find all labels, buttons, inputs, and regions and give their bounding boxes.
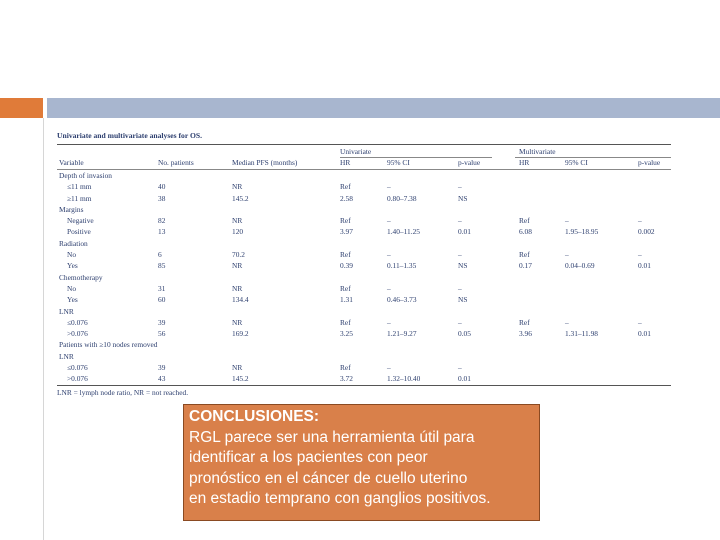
table-row xyxy=(57,238,671,249)
row-label: >0.076 xyxy=(67,374,88,384)
row-label: No xyxy=(67,283,77,293)
table-cell: 2.58 xyxy=(340,193,353,203)
table-cell: – xyxy=(458,317,462,327)
table-cell: 6.08 xyxy=(519,227,532,237)
table-cell: NR xyxy=(232,261,243,271)
table-cell: 56 xyxy=(158,329,166,339)
table-cell: – xyxy=(387,250,391,260)
table-row xyxy=(57,339,671,350)
column-header: p-value xyxy=(638,158,661,167)
table-row xyxy=(57,215,671,226)
table-cell: NR xyxy=(232,283,243,293)
table-cell: – xyxy=(458,363,462,373)
slide-accent-blue-bar xyxy=(47,98,720,118)
table-row xyxy=(57,226,671,237)
table-cell: 0.39 xyxy=(340,261,353,271)
table-caption: Univariate and multivariate analyses for OS. xyxy=(57,131,202,140)
conclusion-line: pronóstico en el cáncer de cuello uterino xyxy=(189,469,468,487)
table-cell: NS xyxy=(458,261,468,271)
univariate-header: Univariate xyxy=(340,147,372,156)
table-cell: – xyxy=(387,317,391,327)
table-cell: 1.21–9.27 xyxy=(387,329,417,339)
table-cell: – xyxy=(387,182,391,192)
table-cell: – xyxy=(458,216,462,226)
table-cell: – xyxy=(638,317,642,327)
row-label: Radiation xyxy=(59,238,88,248)
column-header: Median PFS (months) xyxy=(232,158,298,167)
table-row xyxy=(57,260,671,271)
table-cell: – xyxy=(638,250,642,260)
table-cell: – xyxy=(458,283,462,293)
table-row xyxy=(57,181,671,192)
conclusion-box xyxy=(183,404,540,521)
table-cell: 39 xyxy=(158,363,166,373)
column-header: p-value xyxy=(458,158,481,167)
slide-accent-orange-block xyxy=(0,98,43,118)
row-label: LNR xyxy=(59,306,74,316)
row-label: >0.076 xyxy=(67,329,88,339)
table-row xyxy=(57,272,671,283)
row-label: Margins xyxy=(59,204,84,214)
table-body xyxy=(57,170,671,385)
table-cell: 3.72 xyxy=(340,374,353,384)
table-cell: 0.01 xyxy=(458,374,471,384)
table-cell: 1.31–11.98 xyxy=(565,329,598,339)
table-cell: NS xyxy=(458,295,468,305)
table-footnote: LNR = lymph node ratio, NR = not reached. xyxy=(57,387,189,397)
table-cell: 0.01 xyxy=(638,329,651,339)
table-cell: 120 xyxy=(232,227,244,237)
table-column-headers xyxy=(57,157,671,169)
table-cell: – xyxy=(458,182,462,192)
row-label: Positive xyxy=(67,227,91,237)
table-cell: 0.05 xyxy=(458,329,471,339)
table-cell: – xyxy=(565,216,569,226)
row-label: Yes xyxy=(67,295,78,305)
conclusion-line: en estadio temprano con ganglios positivos. xyxy=(189,490,491,507)
table-row xyxy=(57,294,671,305)
table-row xyxy=(57,351,671,362)
table-cell: NR xyxy=(232,317,243,327)
table-cell: NR xyxy=(232,182,243,192)
row-label: Patients with ≥10 nodes removed xyxy=(59,340,158,350)
column-header: 95% CI xyxy=(387,158,410,167)
table-cell: NR xyxy=(232,216,243,226)
table-cell: 169.2 xyxy=(232,329,249,339)
table-cell: 1.32–10.40 xyxy=(387,374,421,384)
table-row xyxy=(57,373,671,384)
table-cell: 0.46–3.73 xyxy=(387,295,417,305)
conclusion-line: RGL parece ser una herramienta útil para xyxy=(189,428,475,446)
table-cell: 0.01 xyxy=(458,227,471,237)
slide-accent-vertical-line xyxy=(43,118,44,540)
row-label: No xyxy=(67,250,77,260)
table-row xyxy=(57,170,671,181)
table-cell: NS xyxy=(458,193,468,203)
table-cell: 3.25 xyxy=(340,329,353,339)
table-cell: Ref xyxy=(519,216,530,226)
table-cell: Ref xyxy=(340,182,351,192)
table-cell: Ref xyxy=(340,317,351,327)
table-cell: NR xyxy=(232,363,243,373)
table-row xyxy=(57,306,671,317)
table-cell: Ref xyxy=(340,250,351,260)
row-label: LNR xyxy=(59,351,74,361)
row-label: Depth of invasion xyxy=(59,171,112,180)
row-label: ≥11 mm xyxy=(67,193,92,203)
column-header: No. patients xyxy=(158,158,194,167)
table-cell: – xyxy=(387,283,391,293)
table-cell: 6 xyxy=(158,250,162,260)
column-header: HR xyxy=(340,158,351,167)
table-cell: 0.01 xyxy=(638,261,651,271)
column-header: HR xyxy=(519,158,530,167)
table-row xyxy=(57,317,671,328)
row-label: Negative xyxy=(67,216,94,226)
table-cell: Ref xyxy=(340,216,351,226)
table-cell: Ref xyxy=(340,283,351,293)
table-cell: 82 xyxy=(158,216,166,226)
row-label: Chemotherapy xyxy=(59,272,103,282)
table-cell: 1.95–18.95 xyxy=(565,227,599,237)
table-cell: 38 xyxy=(158,193,166,203)
table-cell: 70.2 xyxy=(232,250,245,260)
table-cell: Ref xyxy=(519,250,530,260)
row-label: ≤0.076 xyxy=(67,317,88,327)
table-cell: 145.2 xyxy=(232,374,249,384)
table-cell: 0.11–1.35 xyxy=(387,261,417,271)
row-label: Yes xyxy=(67,261,78,271)
table-cell: 43 xyxy=(158,374,166,384)
table-cell: 13 xyxy=(158,227,166,237)
table-cell: – xyxy=(638,216,642,226)
table-group-header xyxy=(57,145,671,157)
table-row xyxy=(57,283,671,294)
table-cell: – xyxy=(565,317,569,327)
row-label: ≤0.076 xyxy=(67,363,88,373)
table-cell: 3.97 xyxy=(340,227,353,237)
table-cell: Ref xyxy=(519,317,530,327)
table-cell: – xyxy=(387,363,391,373)
table-cell: 145.2 xyxy=(232,193,249,203)
table-cell: 1.31 xyxy=(340,295,353,305)
table-cell: 134.4 xyxy=(232,295,249,305)
os-analysis-table xyxy=(57,131,671,398)
table-row xyxy=(57,249,671,260)
row-label: ≤11 mm xyxy=(67,182,92,192)
table-row xyxy=(57,362,671,373)
table-cell: – xyxy=(458,250,462,260)
table-cell: 0.04–0.69 xyxy=(565,261,595,271)
table-cell: 60 xyxy=(158,295,166,305)
table-cell: 31 xyxy=(158,283,166,293)
conclusion-line: identificar a los pacientes con peor xyxy=(189,449,428,466)
table-row xyxy=(57,193,671,204)
multivariate-header: Multivariate xyxy=(519,147,556,156)
column-header: Variable xyxy=(59,158,84,167)
table-cell: 0.17 xyxy=(519,261,532,271)
table-cell: – xyxy=(565,250,569,260)
table-cell: 3.96 xyxy=(519,329,532,339)
conclusion-title: CONCLUSIONES: xyxy=(189,408,320,425)
table-row xyxy=(57,204,671,215)
table-row xyxy=(57,328,671,339)
column-header: 95% CI xyxy=(565,158,588,167)
table-cell: Ref xyxy=(340,363,351,373)
table-cell: 40 xyxy=(158,182,166,192)
table-cell: 0.002 xyxy=(638,227,655,237)
table-cell: 0.80–7.38 xyxy=(387,193,417,203)
table-cell: – xyxy=(387,216,391,226)
table-cell: 39 xyxy=(158,317,166,327)
table-cell: 1.40–11.25 xyxy=(387,227,420,237)
table-cell: 85 xyxy=(158,261,166,271)
